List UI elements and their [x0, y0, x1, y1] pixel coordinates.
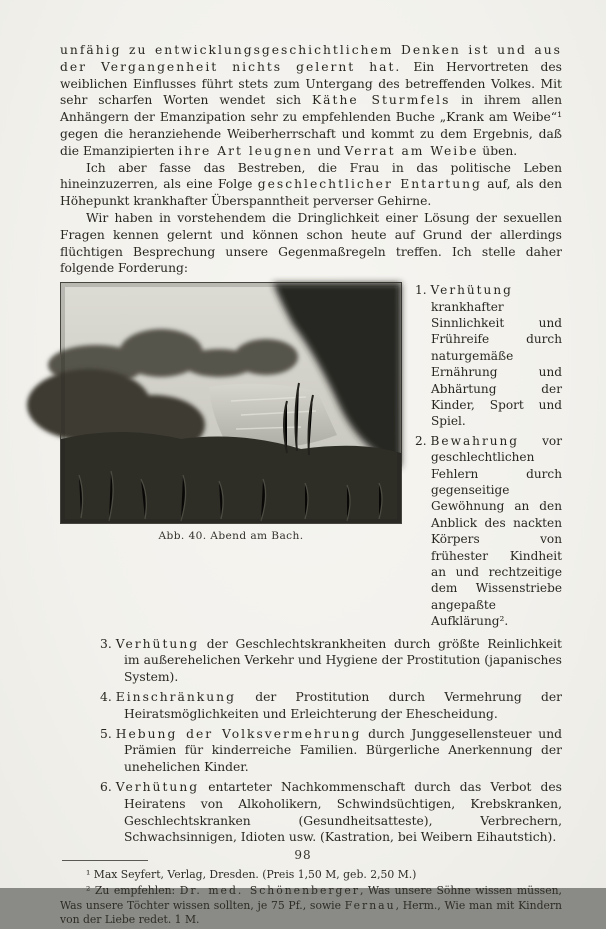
text-block [60, 42, 562, 929]
emphasis-name: Käthe Sturmfels [311, 93, 451, 108]
paragraph-continued: unfähig zu entwicklungsgeschichtlichem Denken ist und aus der Vergangenheit nichts gelernt hat. Ein Hervortreten des weiblichen Einflusses führt stets zum Untergang des betreffenden Volkes. Mit sehr scharfen Worten wendet sich Käthe Sturmfels in ihrem allen Anhängern der Emanzipation sehr zu empfehlenden Buche „Krank am Weibe“¹ gegen die heranziehende Weiberherrschaft und kommt zu dem Ergebnis, daß die Emanzipierten ihre Art leugnen und Verrat am Weibe üben. [60, 43, 562, 158]
emphasis-text: Bewahrung [430, 433, 520, 448]
list-item: 4. Einschränkung der Prostitution durch Vermehrung der Heiratsmöglichkeiten und Erleichterung der Ehescheidung. [100, 690, 562, 721]
item-number: 2. [415, 433, 427, 448]
footnote-2: ² Zu empfehlen: Dr. med. Schönenberger, Was unsere Söhne wissen müssen, Was unsere Töchter wissen sollten, je 75 Pf., sowie Fernau, Herm., Wie man mit Kindern von der Liebe redet. 1 M. [60, 884, 562, 926]
emphasis-text: ihre Art leugnen [178, 143, 313, 158]
list-item: 5. Hebung der Volksvermehrung durch Junggesellensteuer und Prämien für kinderreiche Familien. Bürgerliche Anerkennung der unehelichen Kinder. [100, 726, 562, 775]
emphasis-name: Fernau [344, 898, 396, 912]
emphasis-text: geschlechtlicher Entartung [257, 177, 482, 192]
figure-row [60, 282, 562, 633]
riverbank-photo [60, 282, 402, 524]
list-item: 3. Verhütung der Geschlechtskrankheiten durch größte Reinlichkeit im außerehelichen Verkehr und Hygiene der Prostitution (japanisches System). [100, 636, 562, 685]
item-number: 6. [100, 780, 112, 795]
emphasis-name: Dr. med. Schönenberger [179, 884, 360, 898]
item-number: 4. [100, 690, 112, 705]
emphasis-text: Hebung der Volksvermehrung [115, 726, 362, 741]
emphasis-text: Verhütung [115, 780, 200, 795]
photo-caption: Abb. 40. Abend am Bach. [158, 530, 304, 543]
footnote-1: ¹ Max Seyfert, Verlag, Dresden. (Preis 1,50 M, geb. 2,50 M.) [86, 868, 417, 882]
list-item: 1. Verhütung krankhafter Sinnlichkeit und Frühreife durch naturgemäße Ernährung und Abhärtung der Kinder, Sport und Spiel. [415, 283, 562, 429]
emphasis-text: Verhütung [430, 283, 513, 298]
photo-illustration [61, 283, 401, 523]
page-number: 98 [294, 848, 312, 862]
demands-list-full [100, 636, 562, 847]
emphasis-text: Verhütung [115, 636, 200, 651]
paragraph-demands-intro: Wir haben in vorstehendem die Dringlichkeit einer Lösung der sexuellen Fragen kennen gelernt und können schon heute auf Grund der allerdings flüchtigen Besprechung unsere Gegenmaßregeln treffen. Ich stelle daher folgende Forderung: [60, 210, 562, 276]
list-item: 6. Verhütung entarteter Nachkommenschaft durch das Verbot des Heiratens von Alkoholikern, Schwindsüchtigen, Krebskranken, Geschlechtskranken (Gesundheitsatteste), Verbrechern, Schwachsinnigen, Idioten usw. (Kastration, bei Weibern Eihautstich). [100, 780, 562, 845]
photo-figure [60, 282, 402, 633]
emphasis-text: Einschränkung [115, 690, 236, 705]
item-number: 5. [100, 726, 112, 741]
demands-list-column [415, 282, 562, 633]
paragraph-opinion: Ich aber fasse das Bestreben, die Frau in das politische Leben hineinzuzerren, als eine Folge geschlechtlicher Entartung auf, als den Höhepunkt krankhafter Überspanntheit perverser Gehirne. [60, 160, 562, 209]
item-number: 1. [415, 283, 427, 298]
list-item: 2. Bewahrung vor geschlechtlichen Fehlern durch gegenseitige Gewöhnung an den Anblick des nackten Körpers von frühester Kindheit an und rechtzeitige dem Wissenstriebe angepaßte Aufklärung². [415, 433, 562, 629]
emphasis-text: unfähig zu entwicklungsgeschichtlichem Denken ist und aus der Vergangenheit nichts gelernt hat. [60, 43, 562, 74]
item-number: 3. [100, 636, 112, 651]
emphasis-text: Verrat am Weibe [344, 143, 479, 158]
